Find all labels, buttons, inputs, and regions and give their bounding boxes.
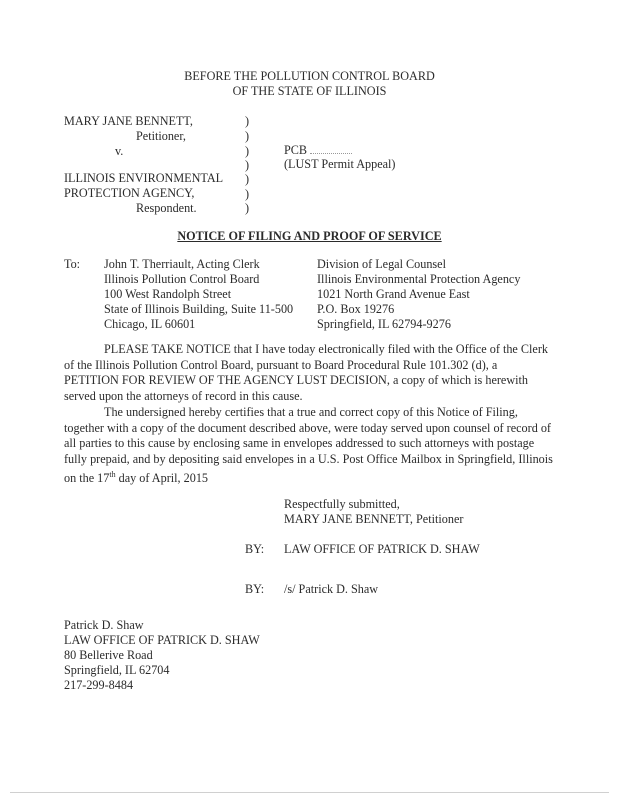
recipient-line: Division of Legal Counsel (317, 257, 446, 271)
caption-paren: ) (245, 158, 250, 172)
caption-paren: ) (245, 201, 250, 215)
attorney-street: 80 Bellerive Road (64, 648, 153, 662)
recipient-line: 100 West Randolph Street (104, 287, 232, 301)
recipient-line: P.O. Box 19276 (317, 302, 395, 316)
recipient-line: John T. Therriault, Acting Clerk (104, 257, 260, 271)
certificate-date: day of April, 2015 (115, 471, 209, 486)
recipient-line: Springfield, IL 62794-9276 (317, 317, 451, 331)
recipient-line: 1021 North Grand Avenue East (317, 287, 470, 301)
firm-name: LAW OFFICE OF PATRICK D. SHAW (284, 542, 480, 556)
certificate-paragraph (64, 405, 554, 487)
case-number-blank (310, 143, 352, 154)
electronic-signature: /s/ Patrick D. Shaw (284, 582, 379, 596)
attorney-firm: LAW OFFICE OF PATRICK D. SHAW (64, 633, 260, 647)
caption-paren: ) (245, 144, 250, 158)
by-label: BY: (245, 582, 265, 596)
recipient-line: Illinois Pollution Control Board (104, 272, 260, 286)
recipient-line: Chicago, IL 60601 (104, 317, 196, 331)
recipient-line: Illinois Environmental Protection Agency (317, 272, 521, 286)
respondent-line-1: ILLINOIS ENVIRONMENTAL (64, 171, 224, 185)
petitioner-role: Petitioner, (136, 129, 186, 143)
recipient-line: State of Illinois Building, Suite 11-500 (104, 302, 294, 316)
header-line-2: OF THE STATE OF ILLINOIS (232, 84, 387, 98)
scan-edge-divider (10, 792, 609, 793)
attorney-city: Springfield, IL 62704 (64, 663, 170, 677)
closing: Respectfully submitted, (284, 497, 400, 511)
respondent-role: Respondent. (136, 201, 197, 215)
by-label: BY: (245, 542, 265, 556)
to-label: To: (64, 257, 81, 271)
caption-paren: ) (245, 172, 250, 186)
caption-paren: ) (245, 114, 250, 128)
notice-title: NOTICE OF FILING AND PROOF OF SERVICE (177, 229, 442, 243)
case-number (284, 143, 352, 158)
caption-paren: ) (245, 129, 250, 143)
caption-paren: ) (245, 187, 250, 201)
case-label: PCB (284, 143, 308, 157)
versus-label: v. (115, 144, 124, 158)
petitioner-name: MARY JANE BENNETT, (64, 114, 193, 128)
certificate-text: The undersigned hereby certifies that a true and correct copy of this Notice of Filing, together with a copy of the document described above, were today served upon counsel of record of all parties to this cause by enclosing same in envelopes addressed to such attorneys with postage fully prepaid, and by depositing said envelopes in a U.S. Post Office Mailbox in Springfield, Illinois on the 17 (64, 405, 553, 486)
notice-paragraph: PLEASE TAKE NOTICE that I have today electronically filed with the Office of the Clerk of the Illinois Pollution Control Board, pursuant to Board Procedural Rule 101.302 (d), a PETITION FOR REVIEW OF THE AGENCY LUST DECISION, a copy of which is herewith served upon the attorneys of record in this cause. (64, 342, 548, 403)
attorney-name: Patrick D. Shaw (64, 618, 144, 632)
attorney-phone: 217-299-8484 (64, 678, 134, 692)
header-line-1: BEFORE THE POLLUTION CONTROL BOARD (184, 69, 435, 83)
ordinal-suffix: th (109, 470, 116, 480)
submitter: MARY JANE BENNETT, Petitioner (284, 512, 464, 526)
respondent-line-2: PROTECTION AGENCY, (64, 186, 195, 200)
case-type: (LUST Permit Appeal) (284, 157, 396, 171)
